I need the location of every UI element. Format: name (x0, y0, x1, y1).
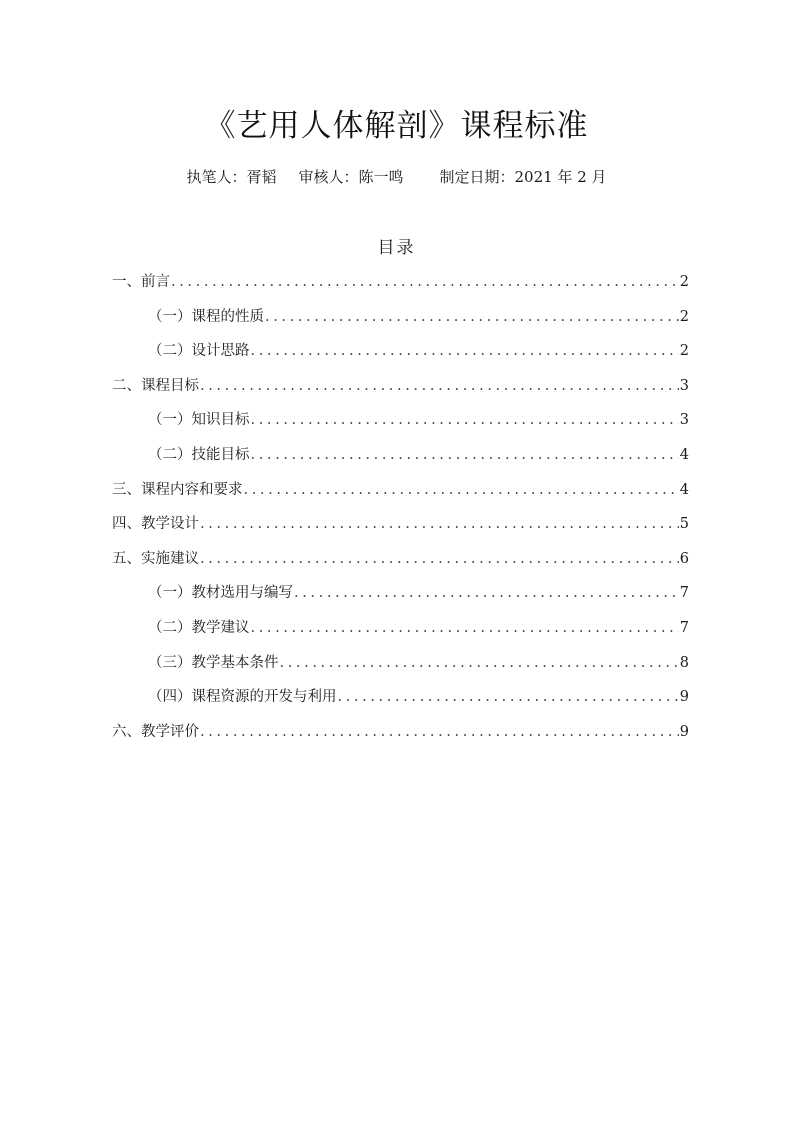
toc-leader-dots (265, 306, 679, 328)
table-of-contents (112, 271, 689, 755)
toc-leader-dots (280, 652, 679, 674)
toc-entry-page: 6 (679, 550, 689, 567)
toc-leader-dots (338, 686, 679, 708)
toc-entry-label: （一）教材选用与编写 (148, 585, 293, 602)
toc-entry-label: 六、教学评价 (112, 723, 199, 740)
toc-leader-dots (200, 548, 679, 570)
toc-leader-dots (200, 375, 679, 397)
toc-leader-dots (244, 479, 679, 501)
toc-entry[interactable] (112, 479, 689, 514)
toc-entry-label: （四）课程资源的开发与利用 (148, 689, 337, 706)
toc-entry-label: 一、前言 (112, 274, 170, 290)
toc-leader-dots (200, 721, 679, 743)
toc-entry-label: 三、课程内容和要求 (112, 481, 243, 498)
author-text: 执笔人：胥韬 (186, 168, 277, 186)
toc-leader-dots (251, 444, 679, 466)
toc-entry-page: 9 (679, 723, 689, 740)
toc-entry-page: 7 (679, 619, 689, 636)
toc-entry-page: 3 (679, 377, 689, 394)
toc-entry[interactable] (112, 513, 689, 548)
toc-entry[interactable] (112, 582, 689, 617)
document-title: 《艺用人体解剖》课程标准 (204, 108, 589, 144)
toc-entry-label: （一）知识目标 (148, 412, 250, 429)
toc-entry[interactable] (112, 271, 689, 306)
toc-entry-label: （二）设计思路 (148, 343, 250, 360)
toc-entry[interactable] (112, 375, 689, 410)
date-text: 制定日期：2021 年 2 月 (439, 168, 607, 186)
toc-entry-label: （二）教学建议 (148, 619, 250, 636)
toc-leader-dots (251, 409, 679, 431)
toc-entry-page: 2 (679, 308, 689, 325)
document-meta (0, 166, 793, 188)
toc-entry[interactable] (112, 409, 689, 444)
toc-entry[interactable] (112, 548, 689, 583)
toc-entry[interactable] (112, 652, 689, 687)
toc-entry-label: （三）教学基本条件 (148, 654, 279, 671)
toc-entry-page: 8 (679, 654, 689, 671)
toc-entry[interactable] (112, 306, 689, 341)
toc-entry[interactable] (112, 686, 689, 721)
toc-entry[interactable] (112, 721, 689, 756)
toc-entry[interactable] (112, 444, 689, 479)
toc-entry-page: 2 (679, 343, 689, 360)
toc-entry[interactable] (112, 340, 689, 375)
toc-heading: 目录 (377, 238, 416, 258)
toc-entry-label: 二、课程目标 (112, 377, 199, 394)
toc-leader-dots (294, 582, 679, 604)
toc-entry-label: 五、实施建议 (112, 550, 199, 567)
toc-entry[interactable] (112, 617, 689, 652)
toc-entry-page: 3 (679, 412, 689, 429)
toc-entry-page: 2 (679, 274, 689, 290)
toc-leader-dots (251, 617, 679, 639)
toc-leader-dots (171, 271, 679, 293)
toc-entry-page: 5 (679, 516, 689, 533)
toc-entry-page: 9 (679, 689, 689, 706)
toc-leader-dots (200, 513, 679, 535)
toc-entry-page: 4 (679, 446, 689, 463)
toc-entry-page: 4 (679, 481, 689, 498)
toc-leader-dots (251, 340, 679, 362)
reviewer-text: 审核人：陈一鸣 (298, 168, 404, 186)
toc-entry-label: （一）课程的性质 (148, 308, 264, 325)
toc-entry-label: 四、教学设计 (112, 516, 199, 533)
toc-entry-page: 7 (679, 585, 689, 602)
toc-entry-label: （二）技能目标 (148, 446, 250, 463)
